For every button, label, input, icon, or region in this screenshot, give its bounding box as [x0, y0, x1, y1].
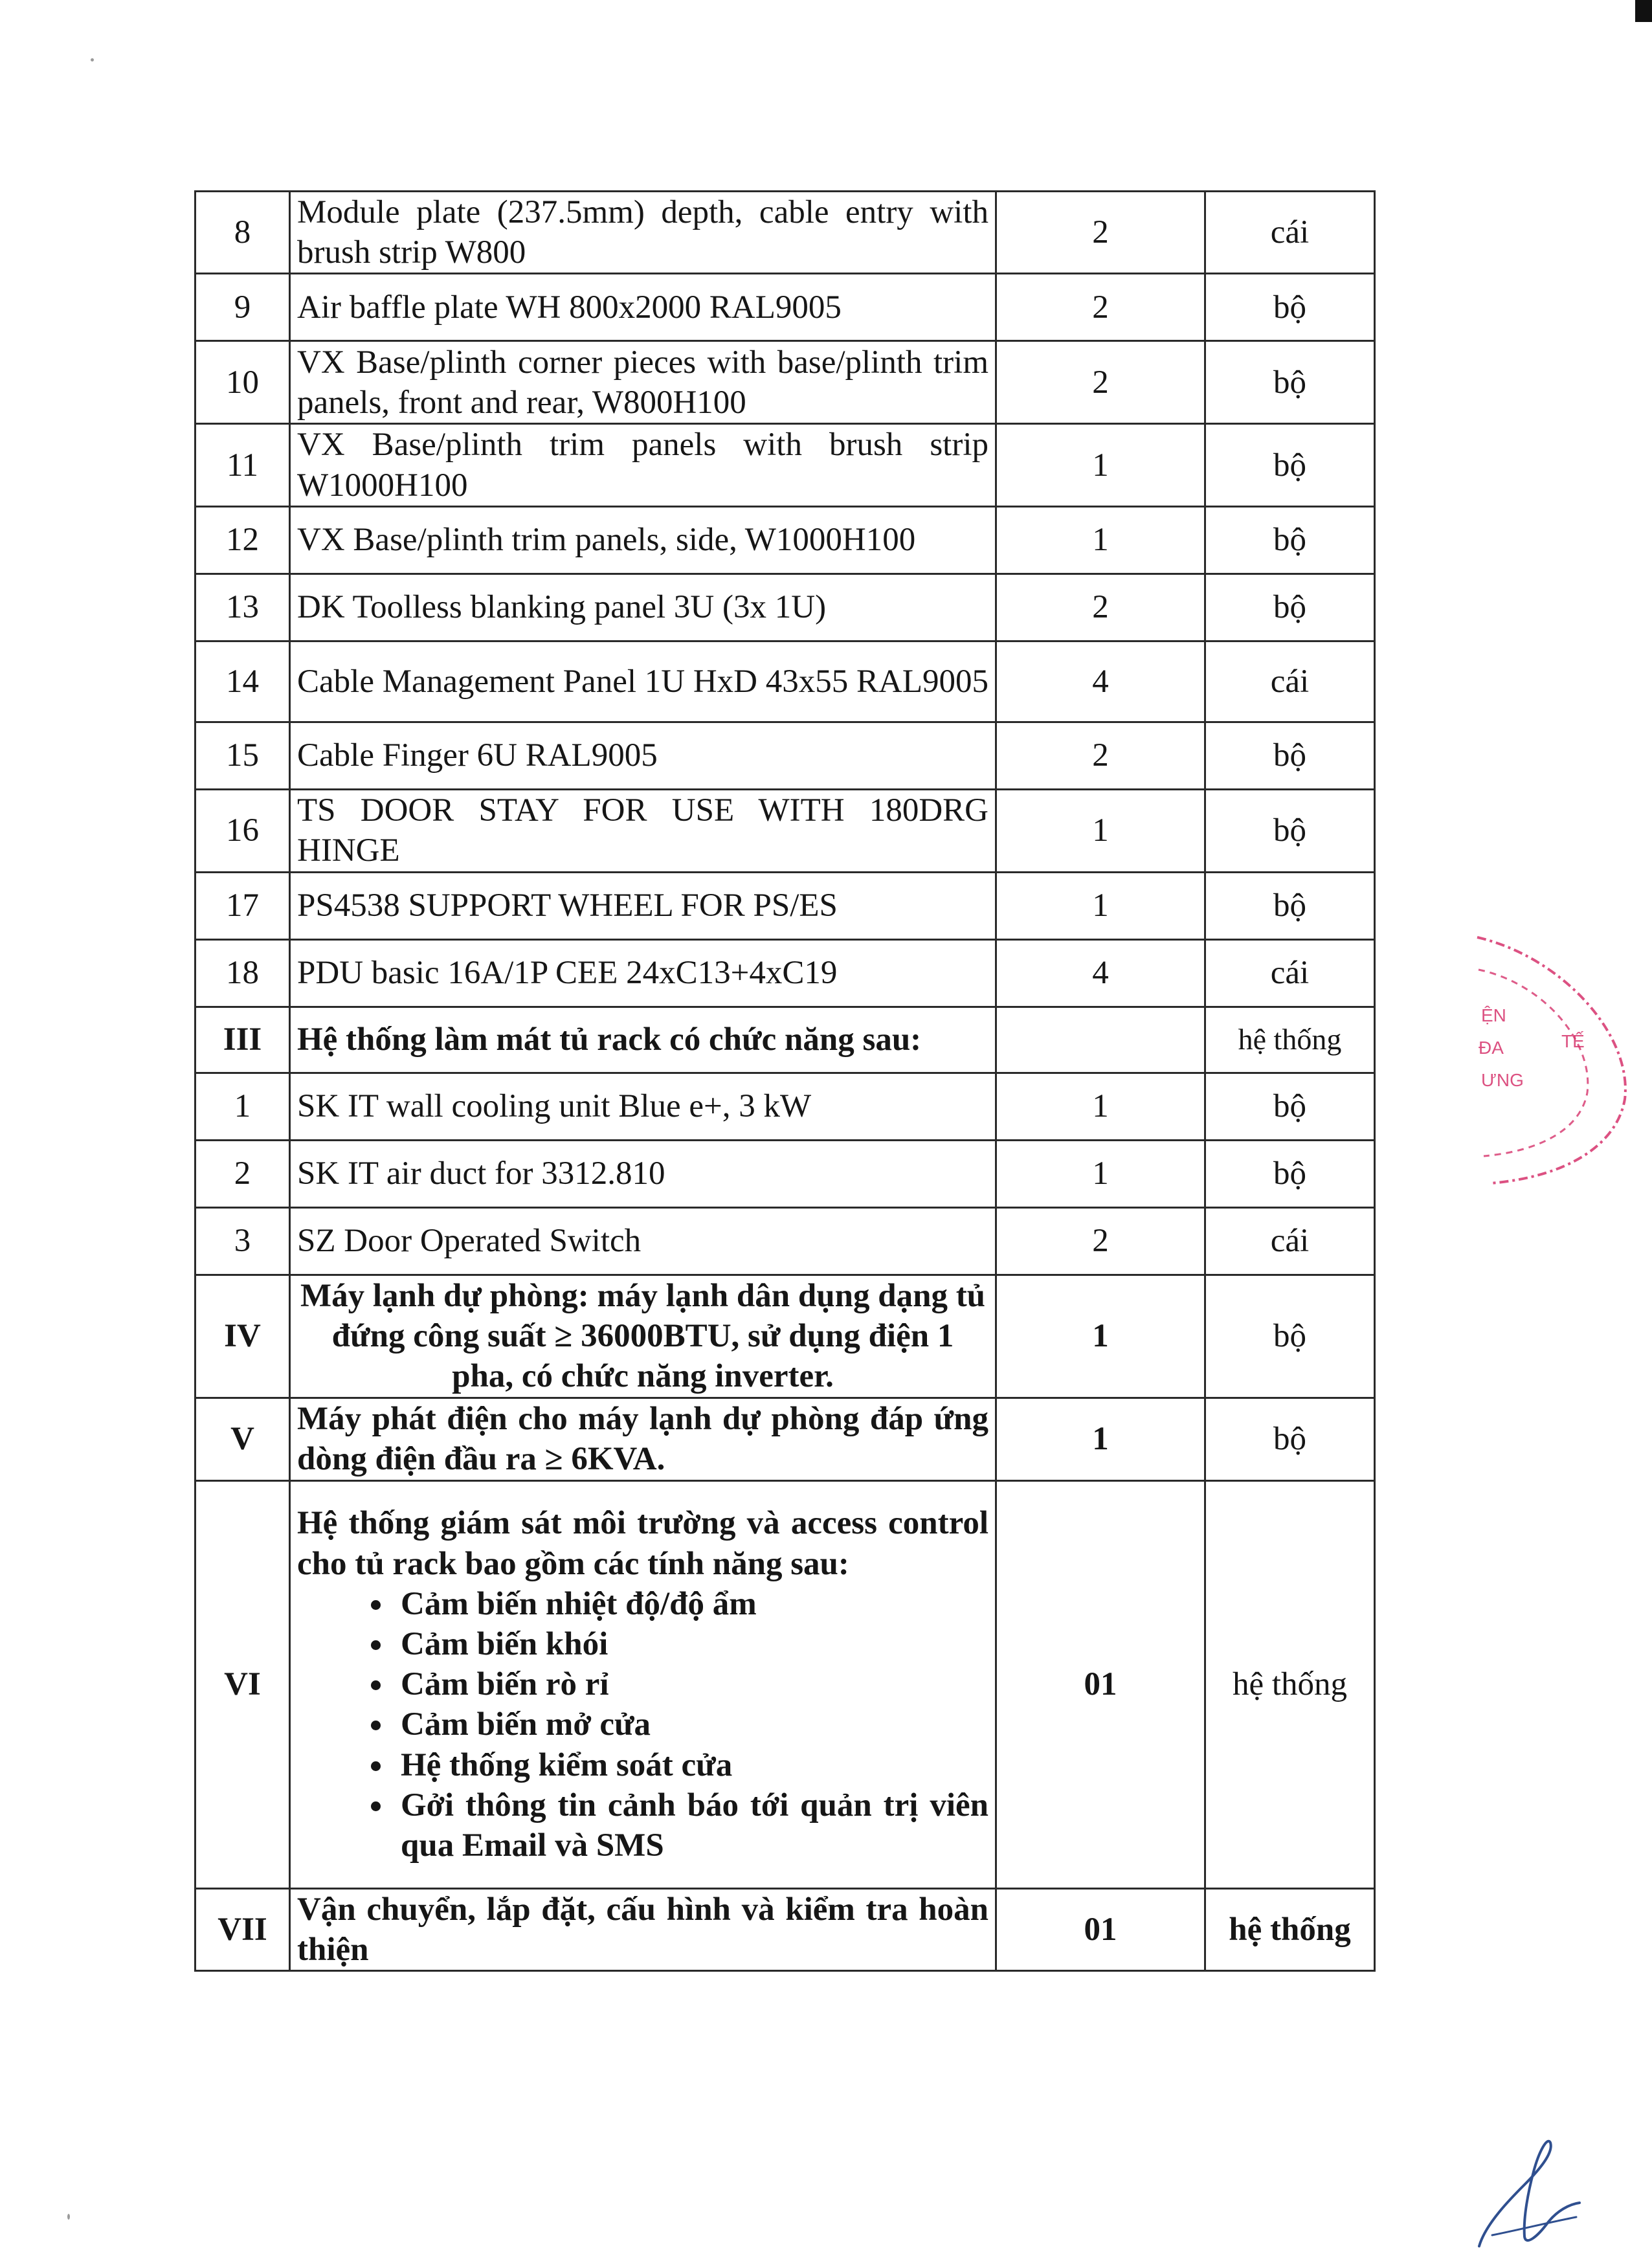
- row-number: 8: [195, 192, 290, 274]
- row-quantity: 1: [996, 424, 1205, 506]
- section-unit: bộ: [1205, 1275, 1375, 1398]
- section-title: Hệ thống giám sát môi trường và access control cho tủ rack bao gồm các tính năng sau:: [297, 1505, 988, 1582]
- feature-item: • Cảm biến khói: [394, 1624, 988, 1664]
- feature-list: [297, 1584, 988, 1866]
- section-unit: bộ: [1205, 1398, 1375, 1480]
- section-unit: hệ thống: [1205, 1888, 1375, 1970]
- table-row: [195, 1073, 1375, 1140]
- table-row: [195, 722, 1375, 789]
- section-header-row: [195, 1007, 1375, 1073]
- row-quantity: 2: [996, 341, 1205, 424]
- row-unit: bộ: [1205, 424, 1375, 506]
- row-description: VX Base/plinth corner pieces with base/plinth trim panels, front and rear, W800H100: [290, 341, 996, 424]
- stamp-text-line: ĐA: [1479, 1038, 1503, 1058]
- row-number: 9: [195, 274, 290, 341]
- svg-text:ỆN ĐA ƯNG TẾ: [1479, 1005, 1585, 1090]
- row-number: 12: [195, 506, 290, 574]
- row-description: PDU basic 16A/1P CEE 24xC13+4xC19: [290, 939, 996, 1007]
- stamp-text-line: ỆN: [1481, 1005, 1506, 1025]
- section-header-row: [195, 1480, 1375, 1888]
- table-row: [195, 424, 1375, 506]
- section-quantity: 01: [996, 1888, 1205, 1970]
- table-row: [195, 939, 1375, 1007]
- section-title: Máy phát điện cho máy lạnh dự phòng đáp ứng dòng điện đầu ra ≥ 6KVA.: [290, 1398, 996, 1480]
- row-quantity: 1: [996, 1073, 1205, 1140]
- section-number: VI: [195, 1480, 290, 1888]
- section-header-row: [195, 1275, 1375, 1398]
- table-row: [195, 1207, 1375, 1275]
- section-content: [290, 1480, 996, 1888]
- table-row: [195, 872, 1375, 939]
- row-description: TS DOOR STAY FOR USE WITH 180DRG HINGE: [290, 789, 996, 872]
- table-row: [195, 506, 1375, 574]
- row-quantity: 2: [996, 722, 1205, 789]
- section-header-row: [195, 1398, 1375, 1480]
- row-quantity: 4: [996, 641, 1205, 722]
- row-number: 15: [195, 722, 290, 789]
- row-description: Cable Management Panel 1U HxD 43x55 RAL9005: [290, 641, 996, 722]
- section-quantity: 01: [996, 1480, 1205, 1888]
- table-row: [195, 641, 1375, 722]
- stamp-text-line: ƯNG: [1481, 1070, 1524, 1090]
- row-number: 11: [195, 424, 290, 506]
- row-description: Module plate (237.5mm) depth, cable entry with brush strip W800: [290, 192, 996, 274]
- row-number: 2: [195, 1140, 290, 1207]
- section-number: IV: [195, 1275, 290, 1398]
- row-number: 18: [195, 939, 290, 1007]
- table-row: [195, 274, 1375, 341]
- row-description: Cable Finger 6U RAL9005: [290, 722, 996, 789]
- feature-item: • Hệ thống kiểm soát cửa: [394, 1745, 988, 1785]
- row-number: 3: [195, 1207, 290, 1275]
- equipment-table: [194, 190, 1376, 1972]
- scan-speck: [67, 2214, 70, 2220]
- section-title: Hệ thống làm mát tủ rack có chức năng sau:: [290, 1007, 996, 1073]
- row-unit: bộ: [1205, 872, 1375, 939]
- row-unit: bộ: [1205, 506, 1375, 574]
- row-description: SK IT air duct for 3312.810: [290, 1140, 996, 1207]
- official-stamp: [1464, 931, 1638, 1190]
- row-unit: cái: [1205, 192, 1375, 274]
- section-title: Máy lạnh dự phòng: máy lạnh dân dụng dạng tủ đứng công suất ≥ 36000BTU, sử dụng điện 1 pha, có chức năng inverter.: [290, 1275, 996, 1398]
- row-quantity: 1: [996, 872, 1205, 939]
- section-unit: hệ thống: [1205, 1007, 1375, 1073]
- row-unit: cái: [1205, 641, 1375, 722]
- row-quantity: 4: [996, 939, 1205, 1007]
- feature-item: • Cảm biến nhiệt độ/độ ẩm: [394, 1584, 988, 1624]
- row-unit: bộ: [1205, 1140, 1375, 1207]
- scan-speck: [91, 58, 94, 61]
- section-number: V: [195, 1398, 290, 1480]
- row-unit: bộ: [1205, 1073, 1375, 1140]
- feature-item: • Cảm biến mở cửa: [394, 1704, 988, 1745]
- row-number: 13: [195, 574, 290, 641]
- scan-corner-mark: [1635, 0, 1652, 22]
- row-quantity: 1: [996, 789, 1205, 872]
- section-number: III: [195, 1007, 290, 1073]
- row-description: Air baffle plate WH 800x2000 RAL9005: [290, 274, 996, 341]
- row-unit: bộ: [1205, 274, 1375, 341]
- handwritten-signature: [1466, 2126, 1583, 2256]
- feature-item: • Gởi thông tin cảnh báo tới quản trị viên qua Email và SMS: [394, 1785, 988, 1866]
- section-unit: hệ thống: [1205, 1480, 1375, 1888]
- row-number: 16: [195, 789, 290, 872]
- row-unit: cái: [1205, 1207, 1375, 1275]
- row-quantity: 1: [996, 506, 1205, 574]
- row-number: 1: [195, 1073, 290, 1140]
- row-quantity: 2: [996, 192, 1205, 274]
- row-description: SK IT wall cooling unit Blue e+, 3 kW: [290, 1073, 996, 1140]
- section-number: VII: [195, 1888, 290, 1970]
- section-header-row: [195, 1888, 1375, 1970]
- feature-item: • Cảm biến rò rỉ: [394, 1664, 988, 1704]
- row-description: SZ Door Operated Switch: [290, 1207, 996, 1275]
- row-number: 17: [195, 872, 290, 939]
- row-description: VX Base/plinth trim panels with brush strip W1000H100: [290, 424, 996, 506]
- row-number: 14: [195, 641, 290, 722]
- table-row: [195, 341, 1375, 424]
- section-title: Vận chuyển, lắp đặt, cấu hình và kiểm tra hoàn thiện: [290, 1888, 996, 1970]
- row-quantity: 1: [996, 1140, 1205, 1207]
- table-row: [195, 574, 1375, 641]
- row-number: 10: [195, 341, 290, 424]
- row-unit: cái: [1205, 939, 1375, 1007]
- section-quantity: [996, 1007, 1205, 1073]
- section-quantity: 1: [996, 1398, 1205, 1480]
- table-row: [195, 1140, 1375, 1207]
- row-quantity: 2: [996, 274, 1205, 341]
- row-unit: bộ: [1205, 789, 1375, 872]
- row-unit: bộ: [1205, 722, 1375, 789]
- section-quantity: 1: [996, 1275, 1205, 1398]
- row-unit: bộ: [1205, 341, 1375, 424]
- table-row: [195, 789, 1375, 872]
- stamp-text-line: TẾ: [1561, 1031, 1585, 1051]
- table-row: [195, 192, 1375, 274]
- row-quantity: 2: [996, 574, 1205, 641]
- row-unit: bộ: [1205, 574, 1375, 641]
- row-description: DK Toolless blanking panel 3U (3x 1U): [290, 574, 996, 641]
- row-quantity: 2: [996, 1207, 1205, 1275]
- row-description: PS4538 SUPPORT WHEEL FOR PS/ES: [290, 872, 996, 939]
- row-description: VX Base/plinth trim panels, side, W1000H100: [290, 506, 996, 574]
